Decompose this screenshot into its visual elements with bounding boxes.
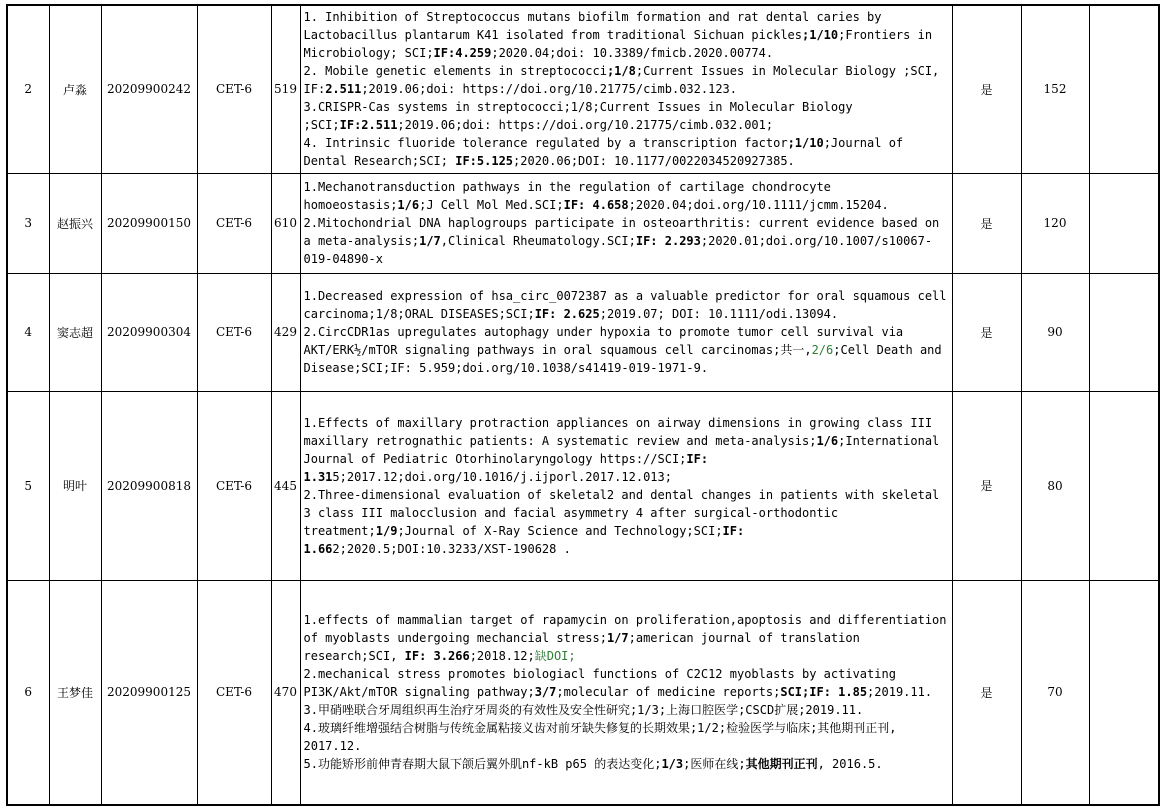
points-cell: 80 <box>1021 391 1089 580</box>
publication-text: 1.Decreased expression of hsa_circ_0072387 as a valuable predictor for oral squamous cell carcinoma;1/8;ORAL DISEASES;SCI; <box>303 289 947 321</box>
qualified-flag-cell: 是 <box>952 273 1021 391</box>
publication-text: ;american journal of translation research;SCI, <box>303 631 860 664</box>
publication-entry <box>304 611 949 665</box>
publication-text: ;2020.04;doi: 10.3389/fmicb.2020.00774. <box>491 46 774 61</box>
english-score-cell: 519 <box>271 5 300 173</box>
publication-bold-text: 1/7 <box>419 234 441 248</box>
publication-text: 2.Mitochondrial DNA haplogroups participate in osteoarthritis: current evidence based on a meta-analysis; <box>303 216 940 248</box>
publication-bold-text: 2.511 <box>325 82 362 97</box>
english-level-cell: CET-6 <box>197 5 271 173</box>
publication-entry <box>304 287 949 323</box>
publication-text: 缺DOI; <box>534 649 576 664</box>
publication-bold-text: ;1/10 <box>802 28 839 43</box>
points-cell: 120 <box>1021 173 1089 273</box>
publication-text: ;Journal of X-Ray Science and Technology;SCI; <box>397 523 723 538</box>
table-row <box>7 391 1159 580</box>
publication-text: ;医师在线; <box>683 757 746 772</box>
table-body <box>7 5 1159 805</box>
publication-text: 4. Intrinsic fluoride tolerance regulated by a transcription factor <box>303 136 788 151</box>
row-number-cell: 3 <box>7 173 49 273</box>
publication-text: 2.mechanical stress promotes biologiacl functions of C2C12 myoblasts by activating PI3K/Akt/mTOR signaling pathway; <box>303 667 896 700</box>
publication-entry <box>304 414 949 486</box>
publication-bold-text: ;1/8 <box>606 64 636 79</box>
publication-text: ;Current Issues in Molecular Biology ;SCI, IF: <box>303 64 940 97</box>
english-level-cell: CET-6 <box>197 273 271 391</box>
publication-entry <box>304 178 949 214</box>
publication-entry <box>304 8 949 62</box>
student-name-cell: 卢淼 <box>49 5 101 173</box>
publication-bold-text: IF:5.125 <box>455 154 514 169</box>
qualified-flag-cell: 是 <box>952 391 1021 580</box>
publication-text: ,Clinical Rheumatology.SCI; <box>440 234 636 248</box>
publication-bold-text: IF:4.259 <box>433 46 492 61</box>
empty-cell <box>1089 273 1159 391</box>
publication-text: 2;2020.5;DOI:10.3233/XST-190628 . <box>332 541 571 556</box>
student-name-cell: 明叶 <box>49 391 101 580</box>
points-cell: 70 <box>1021 580 1089 805</box>
publication-bold-text: 1/9 <box>375 523 398 538</box>
publication-text: 2/6 <box>811 343 834 357</box>
publication-text: , 2016.5. <box>817 757 883 772</box>
publication-bold-text: 其他期刊正刊 <box>745 757 818 772</box>
publication-text: 5;2017.12;doi.org/10.1016/j.ijporl.2017.12.013; <box>332 469 672 484</box>
english-score-cell: 610 <box>271 173 300 273</box>
empty-cell <box>1089 391 1159 580</box>
english-score-cell: 429 <box>271 273 300 391</box>
english-score-cell: 445 <box>271 391 300 580</box>
publication-text: 4.玻璃纤维增强结合树脂与传统金属粘接义齿对前牙缺失修复的长期效果;1/2;检验医学与临床;其他期刊正刊, 2017.12. <box>303 721 897 754</box>
publication-text: ;2019.07; DOI: 10.1111/odi.13094. <box>599 307 839 321</box>
publication-entry <box>304 323 949 377</box>
publication-entry <box>304 134 949 170</box>
publications-cell <box>300 173 952 273</box>
publication-text: 2. Mobile genetic elements in streptococci <box>303 64 607 79</box>
publications-cell <box>300 273 952 391</box>
publication-text: 5.功能矫形前伸青春期大鼠下颌后翼外肌nf-kB p65 的表达变化; <box>303 757 662 772</box>
row-number-cell: 4 <box>7 273 49 391</box>
publication-text: ;2019.06;doi: https://doi.org/10.21775/cimb.032.123. <box>361 82 737 97</box>
publication-text: ;Cell Death and Disease;SCI;IF: 5.959;doi.org/10.1038/s41419-019-1971-9. <box>303 343 942 375</box>
publication-text: ;2018.12; <box>469 649 535 664</box>
table-row <box>7 273 1159 391</box>
publication-entry <box>304 755 949 773</box>
english-score-cell: 470 <box>271 580 300 805</box>
publication-bold-text: SCI;IF: 1.85 <box>780 685 868 700</box>
publications-cell <box>300 5 952 173</box>
publication-entry <box>304 504 949 558</box>
publication-bold-text: IF:2.511 <box>339 118 398 133</box>
student-name-cell: 王梦佳 <box>49 580 101 805</box>
publication-entry <box>304 701 949 719</box>
student-id-cell: 20209900242 <box>101 5 197 173</box>
publication-bold-text: 1/6 <box>397 198 420 212</box>
row-number-cell: 5 <box>7 391 49 580</box>
publication-text: ;2019.06;doi: https://doi.org/10.21775/cimb.032.001; <box>397 118 774 133</box>
student-id-cell: 20209900125 <box>101 580 197 805</box>
table-row <box>7 173 1159 273</box>
publication-text: ;2020.06;DOI: 10.1177/0022034520927385. <box>513 154 795 169</box>
publication-bold-text: IF: 2.293 <box>635 234 701 248</box>
student-id-cell: 20209900304 <box>101 273 197 391</box>
publication-text: ;Journal of Dental Research;SCI; <box>303 136 904 169</box>
points-cell: 90 <box>1021 273 1089 391</box>
empty-cell <box>1089 5 1159 173</box>
publication-entry <box>304 98 949 134</box>
publication-entry <box>304 214 949 268</box>
publication-bold-text: 1/3 <box>661 757 684 772</box>
empty-cell <box>1089 173 1159 273</box>
student-name-cell: 窦志超 <box>49 273 101 391</box>
publication-text: 3 class III malocclusion and facial asymmetry 4 after surgical-orthodontic treatment; <box>303 505 839 538</box>
publication-bold-text: 1/7 <box>606 631 629 646</box>
empty-cell <box>1089 580 1159 805</box>
publication-text: ;J Cell Mol Med.SCI; <box>419 198 564 212</box>
publication-entry <box>304 665 949 701</box>
points-cell: 152 <box>1021 5 1089 173</box>
publication-text: 1.Mechanotransduction pathways in the regulation of cartilage chondrocyte homoeostasis; <box>303 180 831 212</box>
publication-bold-text: 3/7 <box>534 685 557 700</box>
english-level-cell: CET-6 <box>197 391 271 580</box>
publication-text: 3.甲硝唑联合牙周组织再生治疗牙周炎的有效性及安全性研究;1/3;上海口腔医学;CSCD扩展;2019.11. <box>303 703 864 718</box>
publication-text: 1.Effects of maxillary protraction appliances on airway dimensions in growing class III maxillary retrognathic patients: A systematic review and meta-analysis; <box>303 415 933 448</box>
english-level-cell: CET-6 <box>197 580 271 805</box>
publication-text: ;molecular of medicine reports; <box>556 685 781 700</box>
publication-bold-text: IF: 3.266 <box>404 649 470 664</box>
publication-bold-text: IF: 1.31 <box>303 451 709 484</box>
table-row <box>7 580 1159 805</box>
publications-cell <box>300 391 952 580</box>
qualified-flag-cell: 是 <box>952 173 1021 273</box>
publication-entry <box>304 62 949 98</box>
publication-text: 2.Three-dimensional evaluation of skeletal2 and dental changes in patients with skeletal <box>303 487 940 502</box>
publication-text: ;2020.01;doi.org/10.1007/s10067-019-04890-x <box>303 234 933 266</box>
row-number-cell: 6 <box>7 580 49 805</box>
publication-text: 3.CRISPR-Cas systems in streptococci;1/8;Current Issues in Molecular Biology ;SCI; <box>303 100 853 133</box>
publication-bold-text: IF: 1.66 <box>303 523 745 556</box>
publication-text: 1. Inhibition of Streptococcus mutans biofilm formation and rat dental caries by Lactobacillus plantarum K41 isolated from traditional Sichuan pickles <box>303 10 882 43</box>
publication-text: 2.CircCDR1as upregulates autophagy under hypoxia to promote tumor cell survival via AKT/ERK½/mTOR signaling pathways in oral squamous cell carcinomas;共一, <box>303 325 904 357</box>
publication-bold-text: IF: 4.658 <box>563 198 629 212</box>
qualified-flag-cell: 是 <box>952 580 1021 805</box>
publication-text: ;International Journal of Pediatric Otorhinolaryngology https://SCI; <box>303 433 940 466</box>
publication-entry <box>304 486 949 504</box>
publication-text: ;2020.04;doi.org/10.1111/jcmm.15204. <box>628 198 889 212</box>
student-name-cell: 赵振兴 <box>49 173 101 273</box>
publication-text: ;Frontiers in Microbiology; SCI; <box>303 28 933 61</box>
student-id-cell: 20209900818 <box>101 391 197 580</box>
row-number-cell: 2 <box>7 5 49 173</box>
publications-cell <box>300 580 952 805</box>
publication-bold-text: ;1/10 <box>787 136 824 151</box>
student-id-cell: 20209900150 <box>101 173 197 273</box>
english-level-cell: CET-6 <box>197 173 271 273</box>
publication-text: 1.effects of mammalian target of rapamycin on proliferation,apoptosis and differentiation of myoblasts undergoing mechancial stress; <box>303 613 947 646</box>
publication-bold-text: 1/6 <box>816 433 839 448</box>
publication-bold-text: IF: 2.625 <box>534 307 600 321</box>
student-achievement-table <box>6 4 1160 806</box>
publication-entry <box>304 719 949 755</box>
publication-text: ;2019.11. <box>867 685 933 700</box>
table-row <box>7 5 1159 173</box>
qualified-flag-cell: 是 <box>952 5 1021 173</box>
